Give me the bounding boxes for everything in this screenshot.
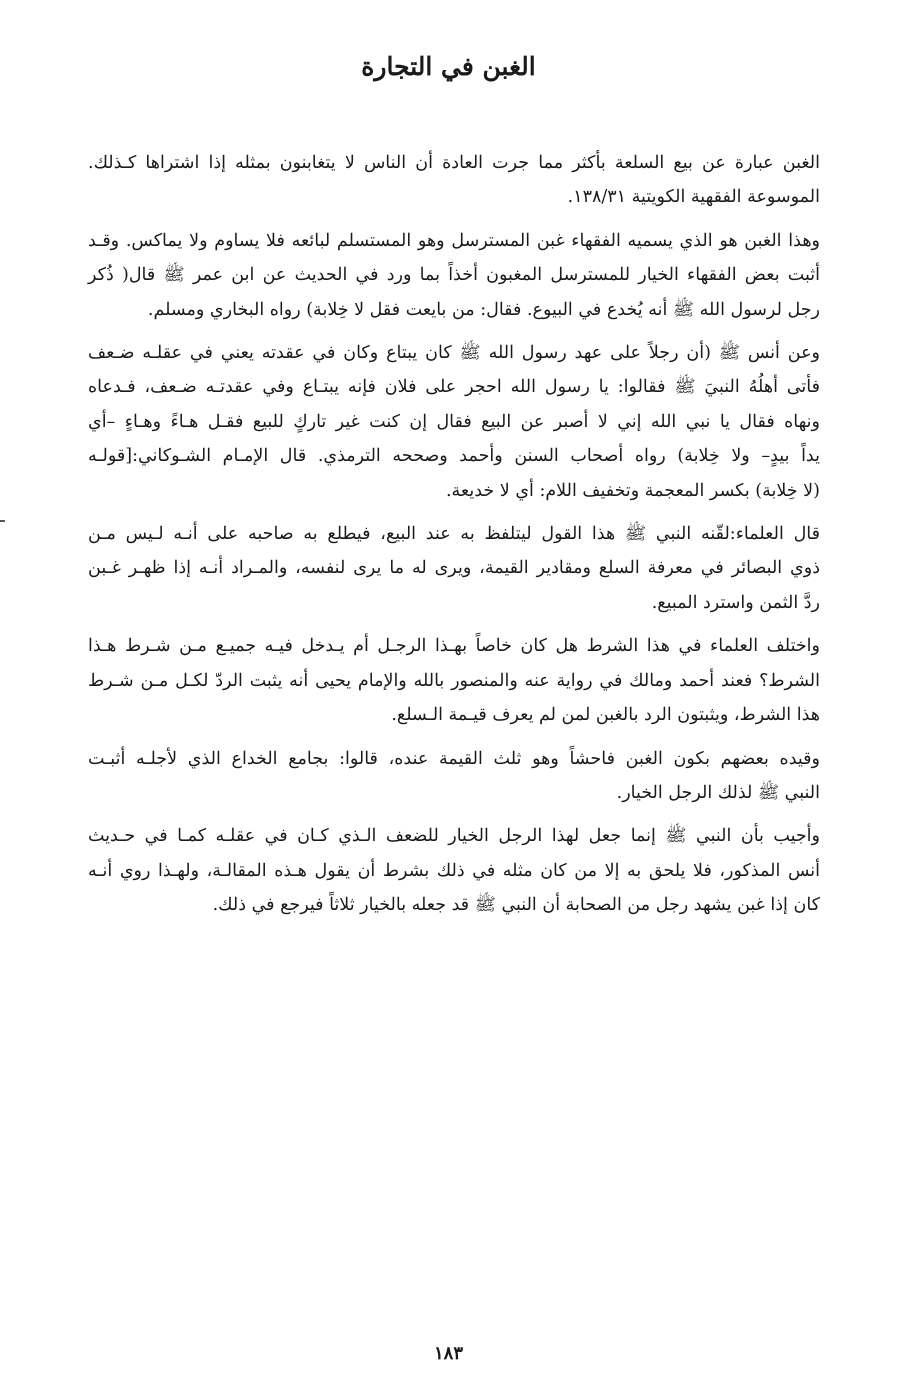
page-title: الغبن في التجارة [361, 52, 536, 81]
text-line: رجل لرسول الله ﷺ أنه يُخدع في البيوع. فقال: من بايعت فقل لا خِلابة) رواه البخاري ومسلم. [147, 299, 820, 320]
text-line: كان إذا غبن يشهد رجل من الصحابة أن النبي ﷺ قد جعله بالخيار ثلاثاً فيرجع في ذلك. [212, 895, 820, 916]
text-line: وعن أنس ﷺ (أن رجلاً على عهد رسول الله ﷺ كان يبتاع وكان في عقدته يعني في عقلـه ضـعف [88, 343, 820, 364]
text-line: قال العلماء:لقّنه النبي ﷺ هذا القول ليتلفظ به عند البيع، فيطلع به صاحبه على أنـه لـيس مـن [88, 524, 820, 545]
paragraph [88, 146, 820, 215]
paragraph [88, 336, 820, 508]
paragraph [88, 629, 820, 732]
paragraph [88, 224, 820, 327]
page-number: ١٨٣ [433, 1343, 463, 1364]
text-line: وقيده بعضهم بكون الغبن فاحشاً وهو ثلث القيمة عنده، قالوا: بجامع الخداع الذي لأجلـه أثبـت [88, 748, 820, 769]
text-line: ذوي البصائر في معرفة السلع ومقادير القيمة، ويرى له ما يرى لنفسه، والمـراد أنـه إذا ظهـر غـبن [88, 558, 820, 579]
text-line: وهذا الغبن هو الذي يسميه الفقهاء غبن المسترسل وهو المستسلم لبائعه فلا يساوم ولا يماكس. وقـد [88, 230, 820, 251]
margin-mark [0, 520, 5, 522]
text-line: هذا الشرط، ويثبتون الرد بالغبن لمن لم يعرف قيـمة الـسلع. [391, 705, 820, 726]
text-line: النبي ﷺ لذلك الرجل الخيار. [616, 782, 820, 803]
paragraph [88, 742, 820, 811]
text-line: ونهاه فقال يا نبي الله إني لا أصبر عن البيع فقال إن كنت غير تاركٍ للبيع فقـل هـاءً وهـاءٍ –أي [88, 411, 820, 432]
text-line: فأتى أهلُهُ النبيَ ﷺ فقالوا: يا رسول الله احجر على فلان فإنه يبتـاع وفي عقدتـه ضـعف، فـدعاه [88, 377, 820, 398]
text-line: وأجيب بأن النبي ﷺ إنما جعل لهذا الرجل الخيار للضعف الـذي كـان في عقلـه كمـا في حـديث [88, 826, 820, 847]
text-line: ردَّ الثمن واسترد المبيع. [651, 592, 820, 613]
text-line: أثبت بعض الفقهاء الخيار للمسترسل المغبون أخذاً بما ورد في الحديث عن ابن عمر ﷺ قال( ذُكر [88, 265, 820, 286]
text-line: أنس المذكور، فلا يلحق به إلا من كان مثله في ذلك بشرط أن يقول هـذه المقالـة، ولهـذا روي أنـه [88, 860, 820, 881]
text-line: (لا خِلابة) بكسر المعجمة وتخفيف اللام: أي لا خديعة. [445, 480, 820, 501]
paragraph [88, 819, 820, 922]
body-text [88, 146, 820, 932]
paragraph [88, 517, 820, 620]
text-line: الموسوعة الفقهية الكويتية ١٣٨/٣١. [567, 187, 820, 208]
text-line: واختلف العلماء في هذا الشرط هل كان خاصاً بهـذا الرجـل أم يـدخل فيـه جميـع مـن شـرط هـذا [88, 636, 820, 657]
text-line: الغبن عبارة عن بيع السلعة بأكثر مما جرت العادة أن الناس لا يتغابنون بمثله إذا اشتراها كـذلك. [88, 153, 820, 173]
text-line: الشرط؟ فعند أحمد ومالك في رواية عنه والمنصور بالله والإمام يحيى أنه يثبت الردّ لكـل مـن شـرط [88, 670, 820, 691]
text-line: يداً بيدٍ– ولا خِلابة) رواه أصحاب السنن وأحمد وصححه الترمذي. قال الإمـام الشـوكاني:[قولـه [88, 446, 820, 467]
